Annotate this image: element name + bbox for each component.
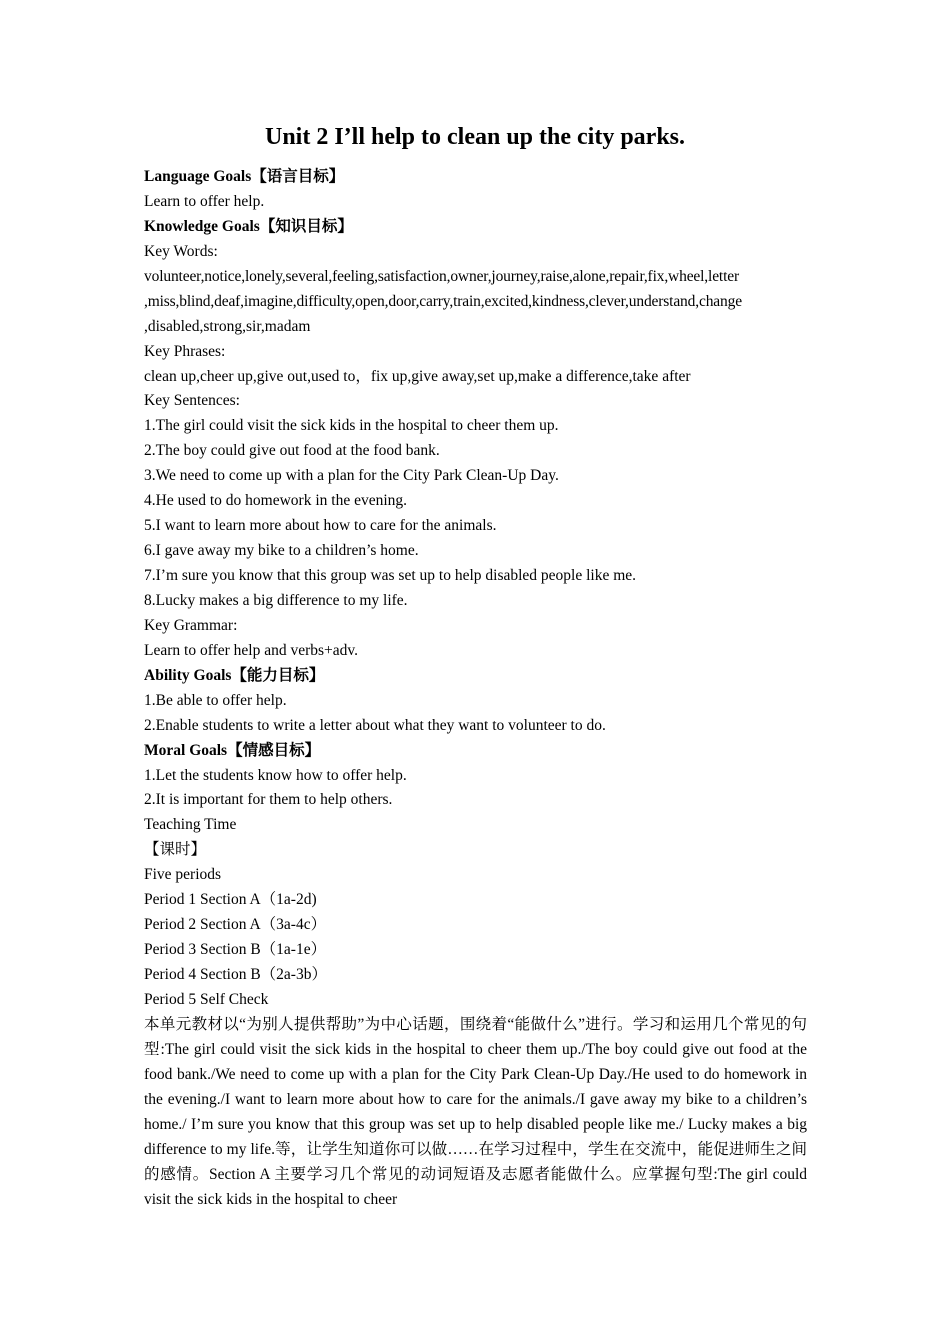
ability-goals-heading: Ability Goals【能力目标】 <box>144 666 325 684</box>
key-sentence: 4.He used to do homework in the evening. <box>144 492 408 510</box>
key-sentence: 8.Lucky makes a big difference to my life. <box>144 591 408 609</box>
key-sentence: 7.I’m sure you know that this group was set up to help disabled people like me. <box>144 567 637 584</box>
period-item: Period 1 Section A（1a-2d) <box>144 891 317 909</box>
knowledge-goals-heading: Knowledge Goals【知识目标】 <box>144 217 353 235</box>
teaching-time-label: Teaching Time <box>144 816 237 834</box>
period-item: Period 4 Section B（2a-3b） <box>144 966 327 983</box>
key-phrases-label: Key Phrases: <box>144 342 226 360</box>
overview-paragraph: 本单元教材以“为别人提供帮助”为中心话题，围绕着“能做什么”进行。学习和运用几个常见的句型:The girl could visit the sick kids in the hospital to cheer them up./The boy could give out food at the food bank./We need to come up with a plan for the City Park Clean-Up Day./He used to do homework in the evening./I want to learn more about how to care for the animals./I gave away my bike to a children’s home./ I’m sure you know that this group was set up to help disabled people like me./ Lucky makes a big difference to my life.等，让学生知道你可以做……在学习过程中，学生在交流中，能促进师生之间的感情。Section A 主要学习几个常见的动词短语及志愿者能做什么。应掌握句型:The girl could visit the sick kids in the hospital to cheer <box>144 1015 807 1208</box>
period-item: Period 3 Section B（1a-1e） <box>144 941 327 959</box>
language-goals-text: Learn to offer help. <box>144 192 265 210</box>
key-sentence: 3.We need to come up with a plan for the City Park Clean-Up Day. <box>144 467 559 485</box>
ability-goal: 2.Enable students to write a letter about what they want to volunteer to do. <box>144 716 606 734</box>
key-words-line: volunteer,notice,lonely,several,feeling,satisfaction,owner,journey,raise,alone,repair,fix,wheel,letter <box>144 267 739 285</box>
key-phrases-text: clean up,cheer up,give out,used to，fix up,give away,set up,make a difference,take after <box>144 367 691 385</box>
period-item: Period 2 Section A（3a-4c） <box>144 916 327 934</box>
document-body <box>144 165 807 1213</box>
periods-total: Five periods <box>144 866 222 884</box>
period-item: Period 5 Self Check <box>144 990 269 1008</box>
moral-goal: 2.It is important for them to help others. <box>144 791 393 809</box>
key-words-line: ,disabled,strong,sir,madam <box>144 317 311 335</box>
key-sentence: 6.I gave away my bike to a children’s home. <box>144 542 419 560</box>
language-goals-heading: Language Goals【语言目标】 <box>144 168 345 185</box>
moral-goal: 1.Let the students know how to offer help. <box>144 766 407 784</box>
key-sentences-label: Key Sentences: <box>144 392 240 410</box>
key-grammar-label: Key Grammar: <box>144 616 238 634</box>
unit-title: Unit 2 I’ll help to clean up the city parks. <box>264 124 686 150</box>
key-words-line: ,miss,blind,deaf,imagine,difficulty,open,door,carry,train,excited,kindness,clever,understand,change <box>144 292 742 310</box>
moral-goals-heading: Moral Goals【情感目标】 <box>144 741 321 759</box>
key-sentence: 5.I want to learn more about how to care for the animals. <box>144 517 497 535</box>
ability-goal: 1.Be able to offer help. <box>144 691 287 709</box>
key-sentence: 2.The boy could give out food at the food bank. <box>144 442 440 460</box>
key-grammar-text: Learn to offer help and verbs+adv. <box>144 641 359 659</box>
periods-heading: 【课时】 <box>144 841 207 859</box>
key-sentence: 1.The girl could visit the sick kids in the hospital to cheer them up. <box>144 417 559 435</box>
key-words-label: Key Words: <box>144 242 218 260</box>
